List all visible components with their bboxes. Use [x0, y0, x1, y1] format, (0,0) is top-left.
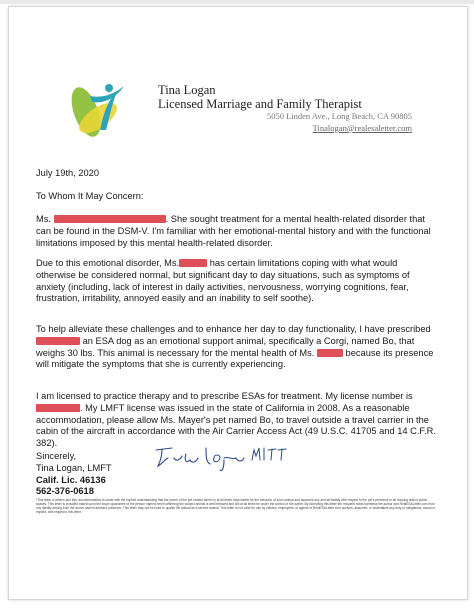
letterhead	[158, 83, 362, 111]
redaction-mark	[179, 259, 207, 267]
p3-prefix: To help alleviate these challenges and to enhance her day to day functionality, I have prescribed	[36, 324, 431, 334]
handwritten-signature	[150, 442, 290, 472]
therapist-name: Tina Logan	[158, 83, 216, 97]
redaction-mark	[317, 349, 343, 357]
closing-line: Sincerely,	[36, 451, 77, 461]
signer-name: Tina Logan, LMFT	[36, 462, 112, 473]
logo-figure-head	[105, 84, 113, 92]
p2-text: has certain limitations coping with what would otherwise be considered normal, but significant day to day situations, such as symptoms of anxiety (including, lack of interest in daily activities, nervousness, worrying cognitions, fear, frustration, irritability, annoyed easily and an inability to self soothe).	[36, 258, 410, 304]
p1-prefix: Ms.	[36, 214, 51, 224]
p4-prefix: I am licensed to practice therapy and to prescribe ESAs for treatment. My license number is	[36, 391, 413, 401]
paragraph-3	[36, 324, 436, 371]
office-address: 5050 Linden Ave., Long Beach, CA 90805	[266, 111, 412, 121]
paragraph-2	[36, 258, 436, 305]
email-link[interactable]: Tinalogan@realesaletter.com	[312, 123, 412, 133]
phone-number: 562-376-0618	[36, 486, 94, 497]
letterhead-contact	[267, 110, 412, 134]
therapist-logo-icon	[60, 72, 140, 142]
letter-date: July 19th, 2020	[36, 168, 100, 178]
therapist-title: Licensed Marriage and Family Therapist	[158, 97, 362, 111]
signature-stroke-t	[156, 448, 172, 466]
p3-mid: an ESA dog as an emotional support animal, specifically a Corgi, named Bo, that weighs 30 lbs. This animal is necessary for the mental health of Ms.	[36, 335, 415, 358]
signature-stroke-lmft	[252, 448, 286, 460]
signature-stroke-last	[206, 448, 244, 471]
license-number: Calif. Lic. 46136	[36, 474, 106, 485]
p3-end: because its presence will mitigate the symptoms that she is currently experiencing.	[36, 347, 434, 370]
redaction-mark	[54, 215, 166, 223]
p2-prefix: Due to this emotional disorder, Ms.	[36, 258, 180, 268]
p1-text: . She sought treatment for a mental health-related disorder that can be found in the DSM-V. I'm familiar with her emotional-mental history and with the functional limitations imposed by this mental health-related disorder.	[36, 214, 431, 248]
signature-stroke-first	[174, 454, 198, 462]
redaction-mark	[36, 337, 80, 345]
legal-disclaimer: *This letter is written and this recommendation is made with the explicit understanding that the owner of the pet named herein is at all times responsible for the behavior of such animal and assumes any and all liability with respect to the pet's presence in all housing and/or public spaces. This letter is provided based upon the sworn guarantee of the person named herein affirming the subject animal is well behaved and will at all times be under the control of the owner. By accepting this letter the recipient holds harmless the author and RealESALetter.com from any liability arising from the above named animal's presence. This letter may not be used to qualify the animal as a service animal. This letter is not valid for use by officers, employees, or agents of RealESALetter.com accepts, assumes, or undertakes any duty or obligations, actual or implied, with regard to this letter.	[36, 498, 436, 515]
letter-salutation: To Whom It May Concern:	[36, 191, 144, 201]
window-top-edge	[0, 0, 474, 4]
p4-text: . My LMFT license was issued in the state of California in 2008. As a reasonable accommodation, please allow Ms. Mayer's pet named Bo, to travel outside a travel carrier in the cabin of the aircraft in accordance with the Air Carrier Access Act (49 U.S.C. 41705 and 14 C.F.R. 382).	[36, 402, 436, 449]
redaction-mark	[36, 404, 80, 412]
paragraph-1	[36, 214, 436, 249]
signature-block	[36, 451, 112, 498]
